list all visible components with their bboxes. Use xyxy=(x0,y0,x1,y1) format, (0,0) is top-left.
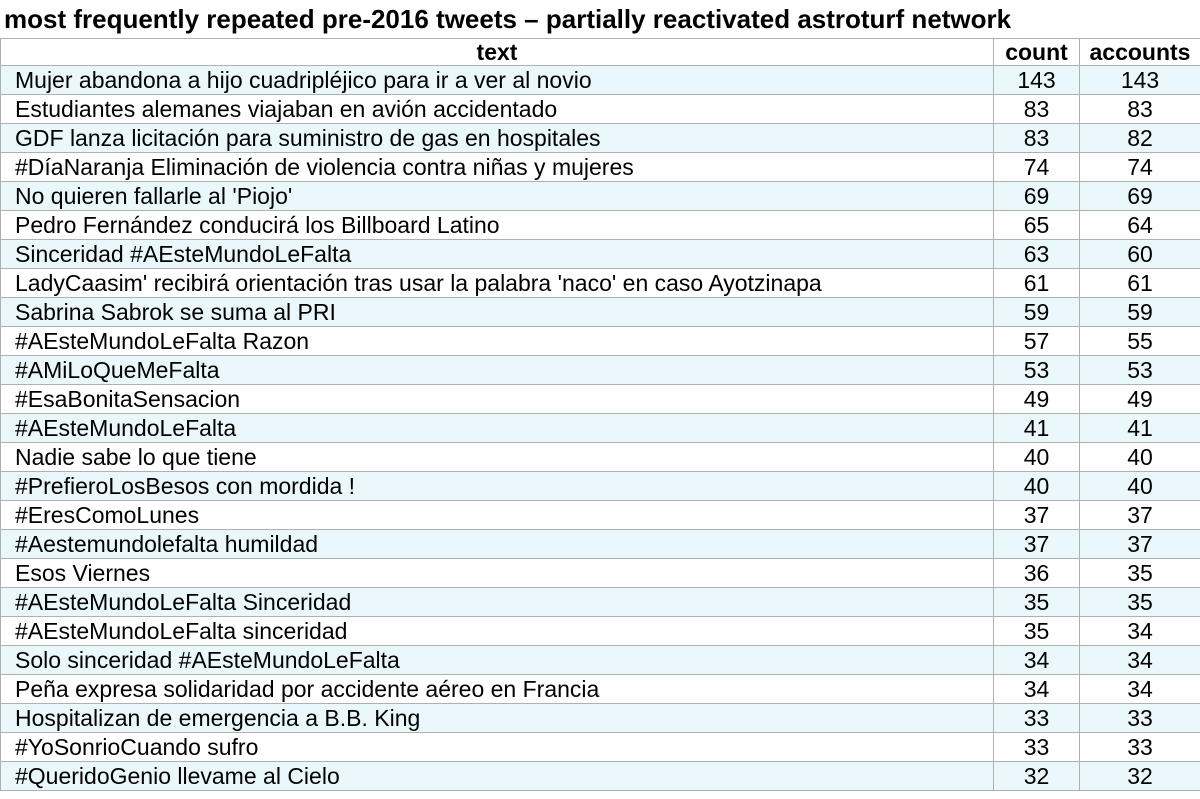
tweet-text-cell: #EresComoLunes xyxy=(1,501,994,530)
tweet-text-cell: Hospitalizan de emergencia a B.B. King xyxy=(1,704,994,733)
tweets-table xyxy=(0,38,1200,791)
count-cell: 53 xyxy=(994,356,1080,385)
tweet-text-cell: #AMiLoQueMeFalta xyxy=(1,356,994,385)
tweet-text-cell: #AEsteMundoLeFalta Razon xyxy=(1,327,994,356)
accounts-cell: 33 xyxy=(1080,704,1200,733)
column-header-text: text xyxy=(1,39,994,66)
table-row xyxy=(1,182,1200,211)
tweet-text-cell: Solo sinceridad #AEsteMundoLeFalta xyxy=(1,646,994,675)
header-row xyxy=(1,39,1200,66)
table-row xyxy=(1,617,1200,646)
table-row xyxy=(1,356,1200,385)
table-row xyxy=(1,95,1200,124)
tweet-text-cell: #AEsteMundoLeFalta sinceridad xyxy=(1,617,994,646)
count-cell: 57 xyxy=(994,327,1080,356)
accounts-cell: 34 xyxy=(1080,646,1200,675)
table-title: most frequently repeated pre-2016 tweets – partially reactivated astroturf network xyxy=(4,4,1012,34)
table-row xyxy=(1,414,1200,443)
accounts-cell: 40 xyxy=(1080,443,1200,472)
tweet-text-cell: GDF lanza licitación para suministro de gas en hospitales xyxy=(1,124,994,153)
accounts-cell: 61 xyxy=(1080,269,1200,298)
count-cell: 34 xyxy=(994,646,1080,675)
count-cell: 63 xyxy=(994,240,1080,269)
count-cell: 41 xyxy=(994,414,1080,443)
table-row xyxy=(1,733,1200,762)
table-row xyxy=(1,211,1200,240)
table-row xyxy=(1,588,1200,617)
tweet-text-cell: Estudiantes alemanes viajaban en avión accidentado xyxy=(1,95,994,124)
accounts-cell: 74 xyxy=(1080,153,1200,182)
count-cell: 34 xyxy=(994,675,1080,704)
accounts-cell: 49 xyxy=(1080,385,1200,414)
count-cell: 32 xyxy=(994,762,1080,791)
count-cell: 35 xyxy=(994,617,1080,646)
tweet-text-cell: #PrefieroLosBesos con mordida ! xyxy=(1,472,994,501)
accounts-cell: 37 xyxy=(1080,501,1200,530)
tweet-text-cell: Sabrina Sabrok se suma al PRI xyxy=(1,298,994,327)
accounts-cell: 33 xyxy=(1080,733,1200,762)
table-row xyxy=(1,762,1200,791)
count-cell: 61 xyxy=(994,269,1080,298)
tweet-text-cell: Nadie sabe lo que tiene xyxy=(1,443,994,472)
tweet-text-cell: No quieren fallarle al 'Piojo' xyxy=(1,182,994,211)
tweet-text-cell: LadyCaasim' recibirá orientación tras usar la palabra 'naco' en caso Ayotzinapa xyxy=(1,269,994,298)
accounts-cell: 60 xyxy=(1080,240,1200,269)
accounts-cell: 37 xyxy=(1080,530,1200,559)
count-cell: 37 xyxy=(994,501,1080,530)
accounts-cell: 59 xyxy=(1080,298,1200,327)
column-header-accounts: accounts xyxy=(1080,39,1200,66)
tweet-text-cell: Mujer abandona a hijo cuadripléjico para ir a ver al novio xyxy=(1,66,994,95)
tweet-text-cell: #AEsteMundoLeFalta xyxy=(1,414,994,443)
table-row xyxy=(1,472,1200,501)
table-row xyxy=(1,559,1200,588)
tweet-text-cell: #QueridoGenio llevame al Cielo xyxy=(1,762,994,791)
table-row xyxy=(1,124,1200,153)
count-cell: 49 xyxy=(994,385,1080,414)
tweet-text-cell: #DíaNaranja Eliminación de violencia contra niñas y mujeres xyxy=(1,153,994,182)
count-cell: 83 xyxy=(994,124,1080,153)
table-row xyxy=(1,153,1200,182)
tweet-text-cell: #EsaBonitaSensacion xyxy=(1,385,994,414)
tweet-text-cell: Sinceridad #AEsteMundoLeFalta xyxy=(1,240,994,269)
table-row xyxy=(1,443,1200,472)
table-row xyxy=(1,501,1200,530)
accounts-cell: 41 xyxy=(1080,414,1200,443)
accounts-cell: 53 xyxy=(1080,356,1200,385)
count-cell: 69 xyxy=(994,182,1080,211)
count-cell: 37 xyxy=(994,530,1080,559)
table-row xyxy=(1,530,1200,559)
table-row xyxy=(1,298,1200,327)
table-row xyxy=(1,385,1200,414)
count-cell: 33 xyxy=(994,704,1080,733)
count-cell: 83 xyxy=(994,95,1080,124)
accounts-cell: 143 xyxy=(1080,66,1200,95)
accounts-cell: 35 xyxy=(1080,588,1200,617)
accounts-cell: 32 xyxy=(1080,762,1200,791)
accounts-cell: 34 xyxy=(1080,617,1200,646)
count-cell: 35 xyxy=(994,588,1080,617)
table-row xyxy=(1,704,1200,733)
accounts-cell: 35 xyxy=(1080,559,1200,588)
accounts-cell: 34 xyxy=(1080,675,1200,704)
count-cell: 36 xyxy=(994,559,1080,588)
table-row xyxy=(1,269,1200,298)
accounts-cell: 83 xyxy=(1080,95,1200,124)
table-body xyxy=(1,66,1200,791)
accounts-cell: 82 xyxy=(1080,124,1200,153)
table-row xyxy=(1,327,1200,356)
table-row xyxy=(1,66,1200,95)
count-cell: 40 xyxy=(994,472,1080,501)
table-row xyxy=(1,240,1200,269)
tweet-text-cell: Esos Viernes xyxy=(1,559,994,588)
tweet-text-cell: Peña expresa solidaridad por accidente aéreo en Francia xyxy=(1,675,994,704)
accounts-cell: 69 xyxy=(1080,182,1200,211)
accounts-cell: 64 xyxy=(1080,211,1200,240)
tweet-text-cell: #Aestemundolefalta humildad xyxy=(1,530,994,559)
table-row xyxy=(1,675,1200,704)
count-cell: 33 xyxy=(994,733,1080,762)
tweet-text-cell: Pedro Fernández conducirá los Billboard Latino xyxy=(1,211,994,240)
column-header-count: count xyxy=(994,39,1080,66)
accounts-cell: 55 xyxy=(1080,327,1200,356)
table-row xyxy=(1,646,1200,675)
count-cell: 59 xyxy=(994,298,1080,327)
tweet-text-cell: #YoSonrioCuando sufro xyxy=(1,733,994,762)
count-cell: 74 xyxy=(994,153,1080,182)
count-cell: 40 xyxy=(994,443,1080,472)
count-cell: 65 xyxy=(994,211,1080,240)
accounts-cell: 40 xyxy=(1080,472,1200,501)
count-cell: 143 xyxy=(994,66,1080,95)
tweet-text-cell: #AEsteMundoLeFalta Sinceridad xyxy=(1,588,994,617)
